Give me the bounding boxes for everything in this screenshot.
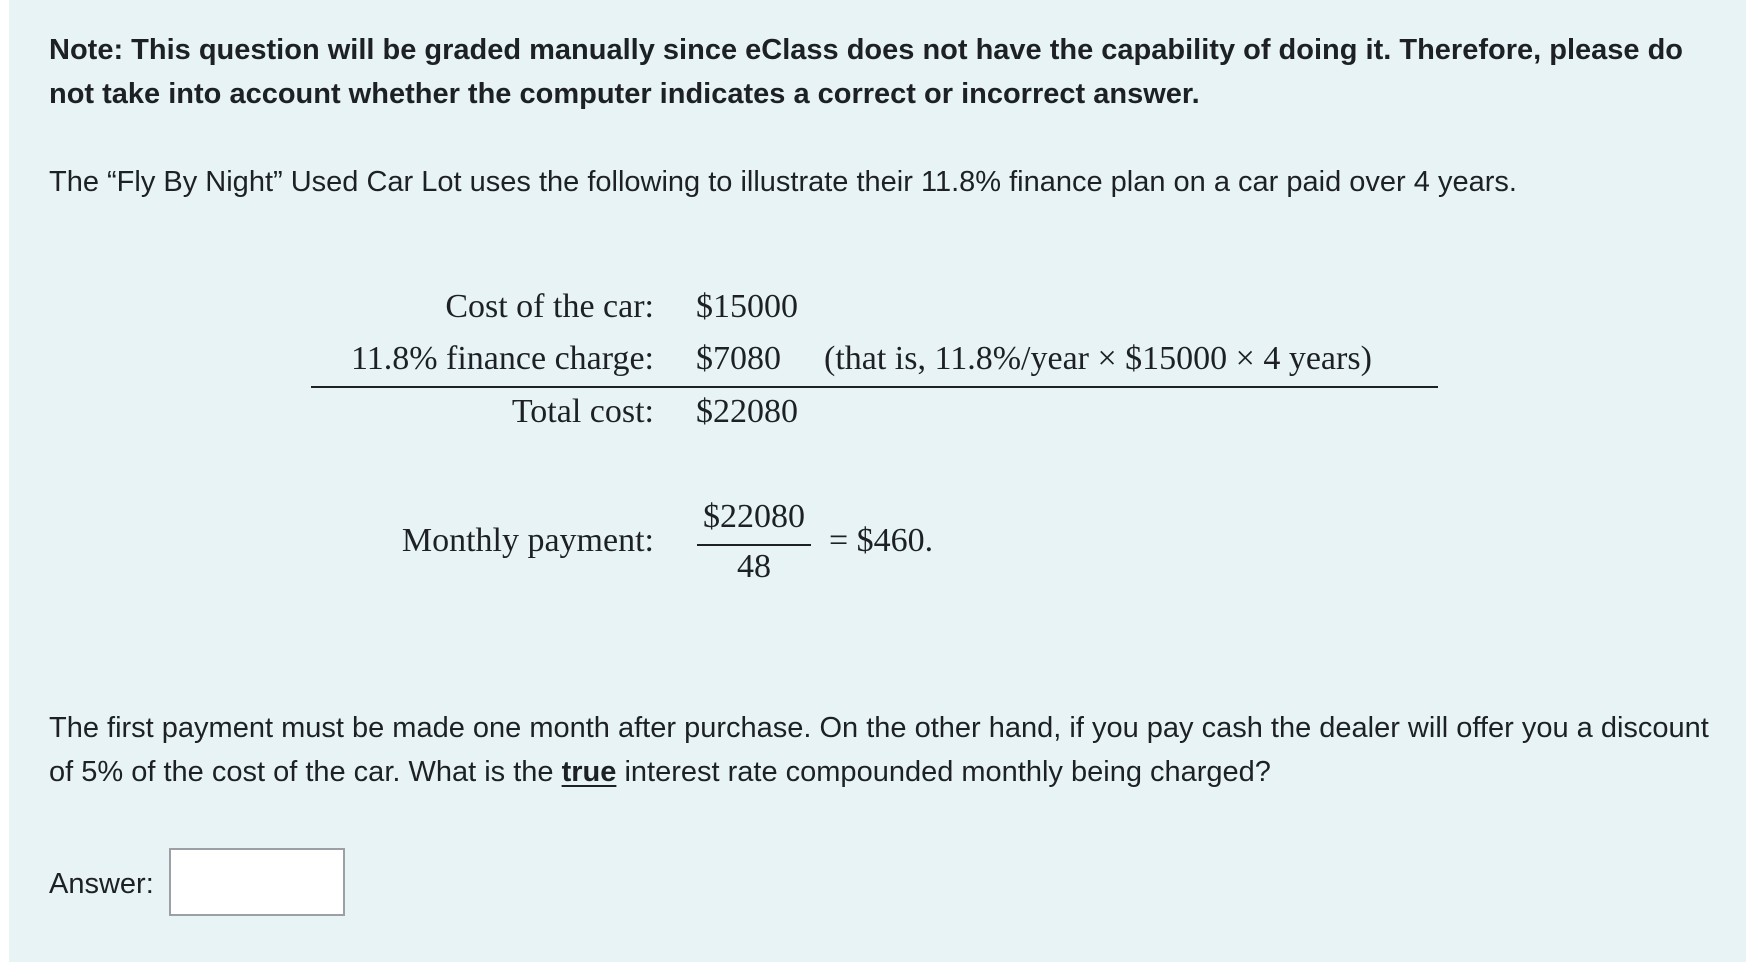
fraction-denominator: 48: [737, 548, 771, 585]
monthly-payment-result: = $460.: [829, 522, 934, 559]
question-text: [49, 706, 1729, 794]
table-rule: [311, 386, 1438, 388]
question-emphasis: true: [561, 756, 617, 788]
problem-intro: The “Fly By Night” Used Car Lot uses the following to illustrate their 11.8% finance plan on a car paid over 4 years.: [49, 166, 1517, 198]
fraction-numerator: $22080: [703, 498, 805, 535]
cost-label: Cost of the car:: [445, 288, 654, 325]
cost-value: $15000: [696, 288, 798, 325]
question-text-before: The first payment must be made one month after purchase. On the other hand, if you pay cash the dealer will offer you a discount of 5% of the cost of the car. What is the: [49, 712, 1709, 788]
finance-charge-value: $7080: [696, 340, 781, 377]
grading-note: Note: This question will be graded manually since eClass does not have the capability of doing it. Therefore, please do not take into account whether the computer indicates a correct or incorrect answer.: [49, 34, 1683, 110]
question-text-after: interest rate compounded monthly being charged?: [616, 756, 1271, 788]
fraction-bar: [697, 544, 811, 546]
question-panel: [9, 0, 1746, 962]
answer-input[interactable]: [169, 848, 345, 916]
monthly-payment-label: Monthly payment:: [401, 522, 654, 559]
total-cost-label: Total cost:: [511, 393, 654, 430]
answer-label: Answer:: [49, 868, 154, 900]
finance-charge-label: 11.8% finance charge:: [350, 340, 654, 377]
finance-charge-explanation: (that is, 11.8%/year × $15000 × 4 years): [824, 340, 1372, 377]
total-cost-value: $22080: [696, 393, 798, 430]
